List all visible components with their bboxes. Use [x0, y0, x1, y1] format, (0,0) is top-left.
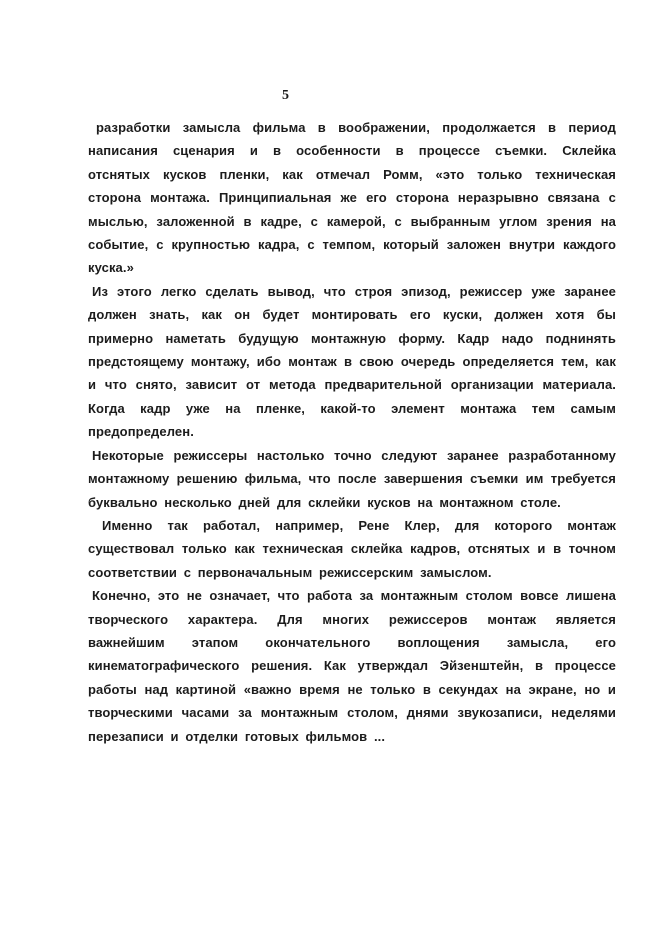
- paragraph-1: разработки замысла фильма в воображении, продолжается в период написания сценария и в особенности в процессе съемки. Склейка отснятых кусков пленки, как отмечал Ромм, «это только техническая сторона монтажа. Принципиальная же его сторона неразрывно связана с мыслью, заложенной в кадре, с камерой, с выбранным углом зрения на событие, с крупностью кадра, с темпом, который заложен внутри каждого куска.»: [88, 120, 616, 276]
- page-number: 5: [282, 88, 289, 103]
- paragraph-4: Именно так работал, например, Рене Клер, для которого монтаж существовал только как техническая склейка кадров, отснятых и в точном соответствии с первоначальным режиссерским замыслом.: [88, 517, 616, 580]
- paragraph-3: Некоторые режиссеры настолько точно следуют заранее разработанному монтажному решению фильма, что после завершения съемки им требуется буквально несколько дней для склейки кусков на монтажном столе.: [88, 447, 616, 510]
- paragraph-5: Конечно, это не означает, что работа за монтажным столом вовсе лишена творческого характера. Для многих режиссеров монтаж является важнейшим этапом окончательного воплощения замысла, его кинематографического решения. Как утверждал Эйзенштейн, в процессе работы над картиной «важно время не только в секундах на экране, но и творческими часами за монтажным столом, днями звукозаписи, неделями перезаписи и отделки готовых фильмов ...: [88, 588, 616, 744]
- paragraph-2: Из этого легко сделать вывод, что строя эпизод, режиссер уже заранее должен знать, как он будет монтировать его куски, должен хотя бы примерно наметать будущую монтажную форму. Кадр надо поднинять предстоящему монтажу, ибо монтаж в свою очередь определяется тем, как и что снято, зависит от метода предварительной организации материала. Когда кадр уже на пленке, какой-то элемент монтажа тем самым предопределен.: [88, 283, 616, 440]
- body-text: [88, 116, 616, 748]
